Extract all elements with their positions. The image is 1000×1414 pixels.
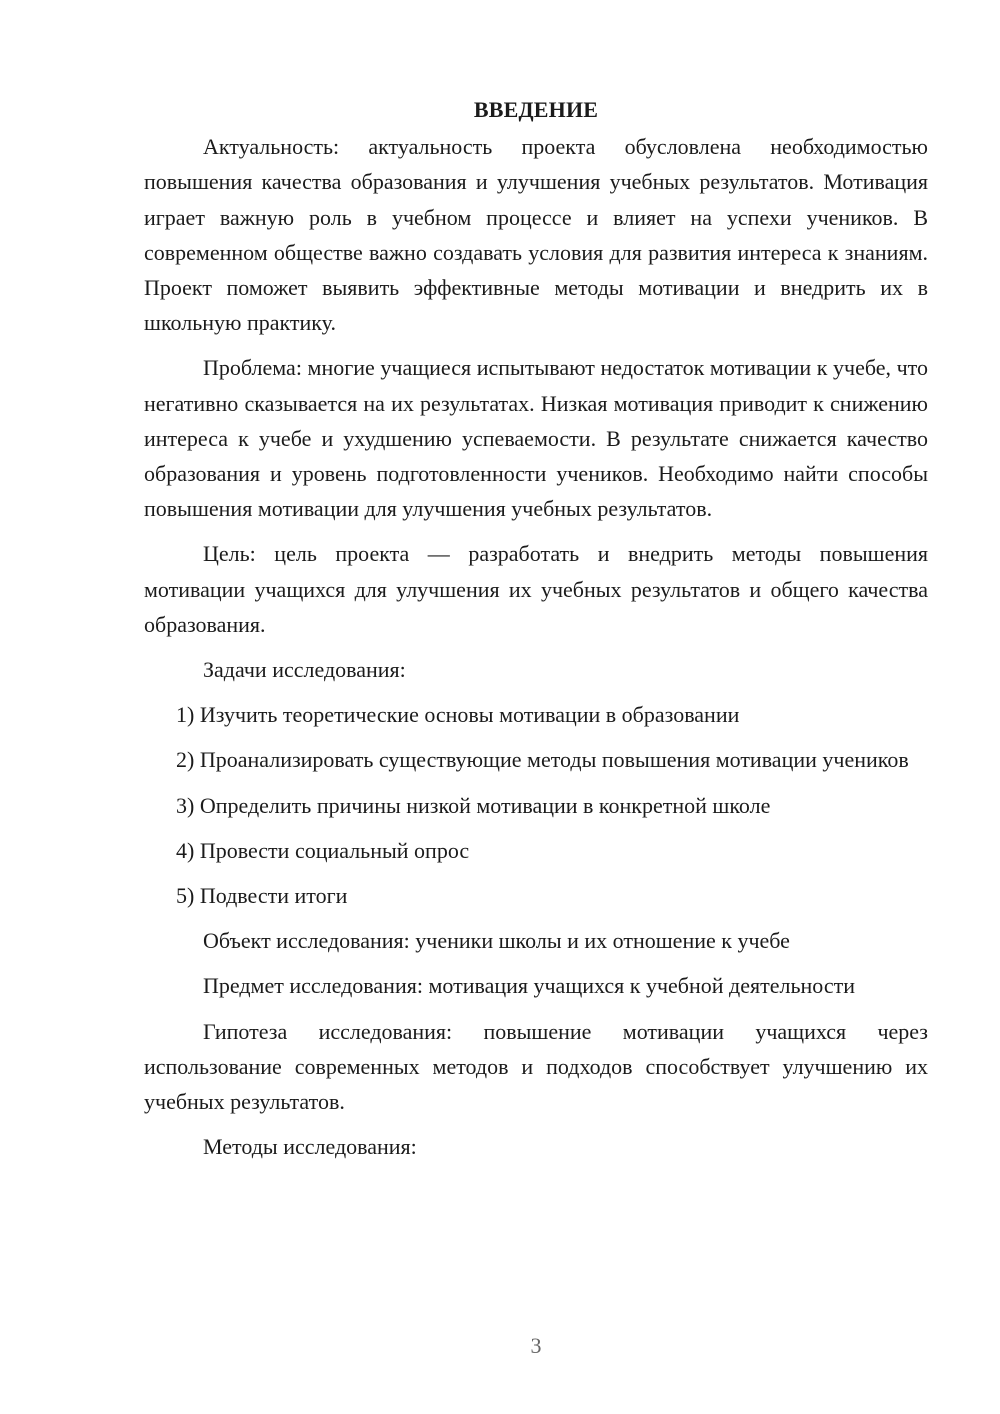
page-number: 3: [530, 1333, 542, 1358]
tasks-heading: Задачи исследования:: [203, 657, 406, 683]
section-title: ВВЕДЕНИЕ: [473, 97, 599, 122]
methods-heading: Методы исследования:: [203, 1134, 417, 1160]
task-item-1: 1) Изучить теоретические основы мотивации в образовании: [176, 702, 740, 728]
task-item-4: 4) Провести социальный опрос: [176, 837, 470, 863]
relevance-paragraph: Актуальность: актуальность проекта обусловлена необходимостью повышения качества образования и улучшения учебных результатов. Мотивация играет важную роль в учебном процессе и влияет на успехи учеников. В современном обществе важно создавать условия для развития интереса к знаниям. Проект поможет выявить эффективные методы мотивации и внедрить их в школьную практику.: [144, 134, 928, 336]
hypothesis-paragraph: Гипотеза исследования: повышение мотивации учащихся через использование современных методов и подходов способствует улучшению их учебных результатов.: [144, 1018, 928, 1115]
subject-paragraph: Предмет исследования: мотивация учащихся к учебной деятельности: [203, 973, 855, 999]
problem-paragraph: Проблема: многие учащиеся испытывают недостаток мотивации к учебе, что негативно сказывается на их результатах. Низкая мотивация приводит к снижению интереса к учебе и ухудшению успеваемости. В результате снижается качество образования и уровень подготовленности учеников. Необходимо найти способы повышения мотивации для улучшения учебных результатов.: [144, 355, 928, 522]
task-item-3: 3) Определить причины низкой мотивации в конкретной школе: [176, 792, 771, 818]
task-item-5: 5) Подвести итоги: [176, 883, 348, 909]
object-paragraph: Объект исследования: ученики школы и их отношение к учебе: [203, 928, 790, 954]
goal-paragraph: Цель: цель проекта — разработать и внедрить методы повышения мотивации учащихся для улучшения их учебных результатов и общего качества образования.: [144, 541, 928, 637]
page-content: [144, 92, 928, 1174]
task-item-2: 2) Проанализировать существующие методы повышения мотивации учеников: [176, 747, 909, 773]
